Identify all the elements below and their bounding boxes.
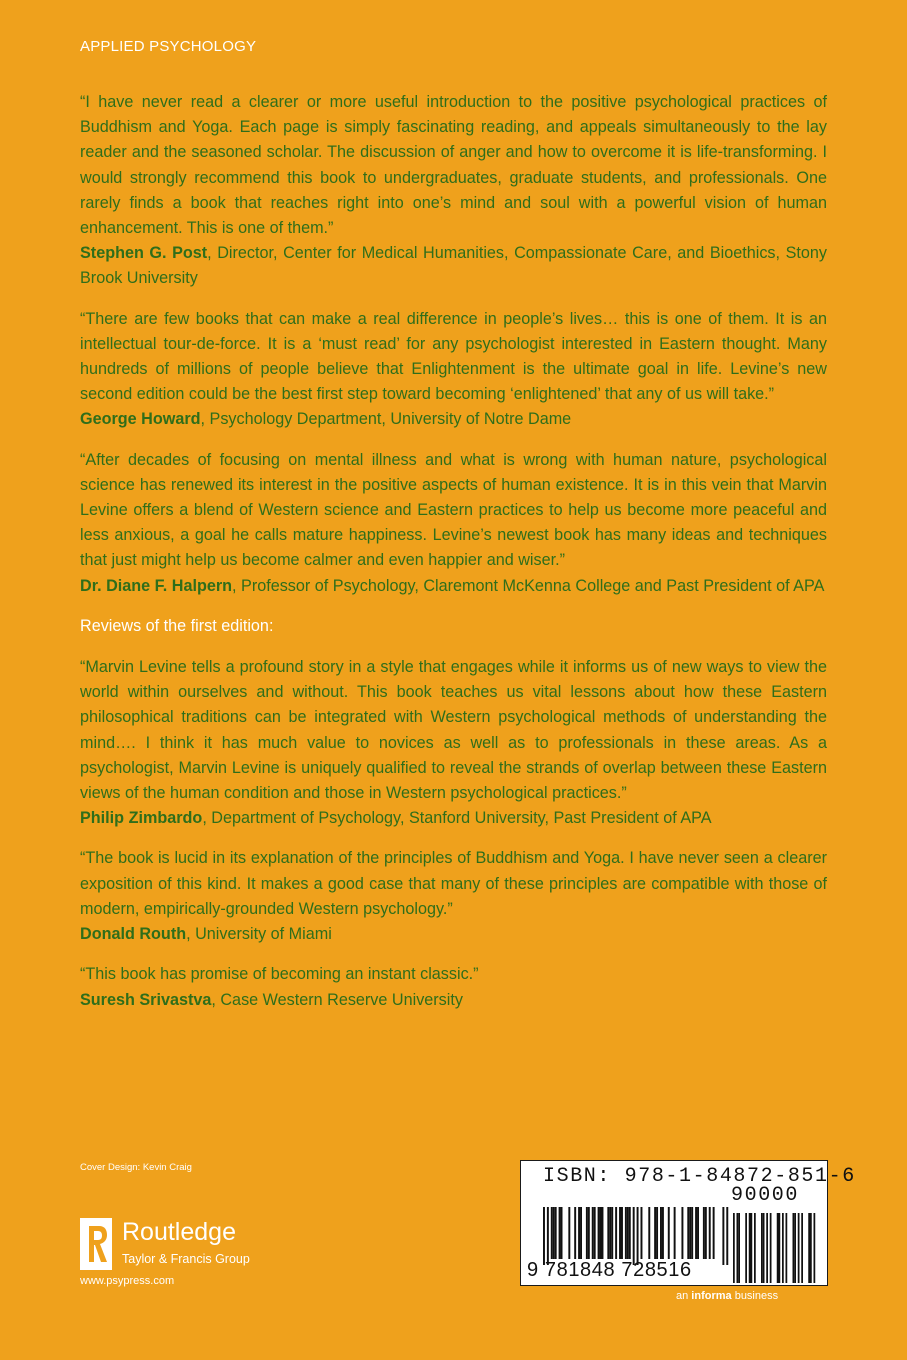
barcode-addon-bar bbox=[751, 1213, 753, 1283]
barcode-addon-bar bbox=[777, 1213, 779, 1283]
reviewer-affiliation: , Director, Center for Medical Humanities, Compassionate Care, and Bioethics, Stony Brook University bbox=[80, 244, 827, 288]
review-item bbox=[80, 307, 827, 433]
review-attribution bbox=[80, 922, 827, 947]
review-attribution bbox=[80, 241, 827, 291]
barcode-bar bbox=[551, 1207, 553, 1259]
barcode-bar bbox=[586, 1207, 588, 1259]
barcode-bar bbox=[568, 1207, 570, 1259]
isbn-barcode bbox=[520, 1160, 856, 1286]
reviewer-affiliation: , Professor of Psychology, Claremont McKenna College and Past President of APA bbox=[232, 576, 825, 595]
barcode-bar bbox=[691, 1207, 693, 1259]
barcode-bar bbox=[705, 1207, 707, 1259]
review-quote: “The book is lucid in its explanation of the principles of Buddhism and Yoga. I have never seen a clearer exposition of this kind. It makes a good case that many of these principles are compatible with those of modern, empirically-grounded Western psychology.” bbox=[80, 849, 827, 918]
barcode-bar bbox=[588, 1207, 590, 1259]
barcode-addon-bar bbox=[801, 1213, 803, 1283]
barcode-bar bbox=[641, 1207, 643, 1259]
review-attribution bbox=[80, 806, 827, 831]
routledge-r-icon bbox=[80, 1218, 112, 1270]
barcode-bar bbox=[633, 1207, 635, 1265]
first-edition-heading: Reviews of the first edition: bbox=[80, 616, 274, 635]
review-item bbox=[80, 448, 827, 599]
barcode-bar bbox=[609, 1207, 611, 1259]
barcode-bar bbox=[722, 1207, 724, 1265]
review-quote: “After decades of focusing on mental illness and what is wrong with human nature, psychological science has renewed its interest in the positive aspects of human existence. It is in this vein that Marvin Levine offers a blend of Western science and Eastern practices to help us become more peaceful and less anxious, a goal he calls mature happiness. Levine’s newest book has many ideas and techniques that just might help us become calmer and even happier and wiser.” bbox=[80, 450, 827, 570]
barcode-bar bbox=[600, 1207, 602, 1259]
informa-brand: informa bbox=[691, 1290, 732, 1302]
reviewer-affiliation: , Department of Psychology, Stanford University, Past President of APA bbox=[202, 809, 712, 828]
review-quote: “Marvin Levine tells a profound story in a style that engages while it informs us of new ways to view the world within ourselves and without. This book teaches us vital lessons about how these Eastern philosophical traditions can be integrated with Western psychological methods of understanding the mind…. I think it has much value to novices as well as to professionals in these areas. As a psychologist, Marvin Levine is uniquely qualified to reveal the strands of overlap between these Eastern views of the human condition and those in Western psychological practices.” bbox=[80, 658, 827, 803]
barcode-bar bbox=[574, 1207, 576, 1259]
publisher-website: www.psypress.com bbox=[80, 1275, 175, 1287]
barcode-bar bbox=[627, 1207, 629, 1259]
barcode-bar bbox=[543, 1207, 545, 1265]
barcode-bar bbox=[726, 1207, 728, 1265]
barcode-bar bbox=[674, 1207, 676, 1259]
barcode-bar bbox=[602, 1207, 604, 1259]
informa-footer bbox=[676, 1290, 778, 1302]
price-code: 90000 bbox=[731, 1184, 800, 1207]
barcode-addon-bar bbox=[793, 1213, 795, 1283]
review-quote: “This book has promise of becoming an instant classic.” bbox=[80, 965, 479, 984]
review-item bbox=[80, 846, 827, 947]
barcode-addon-bar bbox=[766, 1213, 768, 1283]
barcode-addon-bar bbox=[737, 1213, 739, 1283]
review-item bbox=[80, 90, 827, 292]
barcode-addon-bar bbox=[763, 1213, 765, 1283]
barcode-addon-bar bbox=[738, 1213, 740, 1283]
barcode-bar bbox=[578, 1207, 580, 1259]
barcode-addon-bar bbox=[810, 1213, 812, 1283]
review-list bbox=[80, 90, 827, 1028]
barcode-bar bbox=[689, 1207, 691, 1259]
informa-prefix: an bbox=[676, 1290, 692, 1302]
barcode-bar bbox=[607, 1207, 609, 1259]
review-attribution bbox=[80, 988, 827, 1013]
barcode-bar bbox=[660, 1207, 662, 1259]
barcode-addon-bar bbox=[786, 1213, 788, 1283]
barcode-addon-bar bbox=[782, 1213, 784, 1283]
publisher-name: Routledge bbox=[122, 1218, 236, 1246]
barcode-bar bbox=[681, 1207, 683, 1259]
barcode-bar bbox=[713, 1207, 715, 1259]
barcode-bar bbox=[697, 1207, 699, 1259]
review-item bbox=[80, 962, 827, 1012]
reviewer-name: Stephen G. Post bbox=[80, 244, 208, 263]
isbn-label: ISBN: 978-1-84872-851-6 bbox=[543, 1165, 856, 1188]
barcode-addon-bar bbox=[770, 1213, 772, 1283]
review-quote: “I have never read a clearer or more useful introduction to the positive psychological practices of Buddhism and Yoga. Each page is simply fascinating reading, and appeals simultaneously to the lay reader and the seasoned scholar. The discussion of anger and how to overcome it is life-transforming. I would strongly recommend this book to undergraduates, graduate students, and professionals. One rarely finds a book that reaches right into one’s mind and soul with a powerful vision of human enhancement. This is one of them.” bbox=[80, 93, 827, 238]
barcode-bar bbox=[648, 1207, 650, 1259]
barcode-digits: 9 781848 728516 bbox=[527, 1259, 692, 1281]
reviewer-name: Dr. Diane F. Halpern bbox=[80, 576, 233, 595]
barcode-bar bbox=[611, 1207, 613, 1259]
informa-suffix: business bbox=[731, 1290, 779, 1302]
barcode-bar bbox=[662, 1207, 664, 1259]
barcode-bar bbox=[625, 1207, 627, 1259]
barcode-bar bbox=[559, 1207, 561, 1259]
barcode-addon-bar bbox=[814, 1213, 816, 1283]
barcode-bar bbox=[637, 1207, 639, 1265]
barcode-bar bbox=[687, 1207, 689, 1259]
category-label: APPLIED PSYCHOLOGY bbox=[80, 38, 257, 55]
barcode-bar bbox=[621, 1207, 623, 1259]
barcode-bar bbox=[668, 1207, 670, 1259]
barcode-addon-bar bbox=[749, 1213, 751, 1283]
barcode-bar bbox=[695, 1207, 697, 1259]
barcode-bar bbox=[592, 1207, 594, 1259]
reviewer-name: Philip Zimbardo bbox=[80, 809, 203, 828]
barcode-bar bbox=[594, 1207, 596, 1259]
review-item bbox=[80, 655, 827, 831]
barcode-bar bbox=[555, 1207, 557, 1259]
barcode-addon-bar bbox=[798, 1213, 800, 1283]
reviewer-name: Suresh Srivastva bbox=[80, 990, 212, 1009]
barcode-bar bbox=[615, 1207, 617, 1259]
barcode-addon-bar bbox=[794, 1213, 796, 1283]
barcode-bar bbox=[656, 1207, 658, 1259]
barcode-bar bbox=[709, 1207, 711, 1259]
reviewer-name: George Howard bbox=[80, 410, 201, 429]
review-quote: “There are few books that can make a real difference in people’s lives… this is one of them. It is an intellectual tour-de-force. It is a ‘must read’ for any psychologist interested in Eastern thought. Many hundreds of millions of people believe that Enlightenment is the ultimate goal in life. Levine’s new second edition could be the best first step toward becoming ‘enlightened’ that any of us will take.” bbox=[80, 309, 827, 404]
barcode-addon-bar bbox=[745, 1213, 747, 1283]
barcode-addon-bar bbox=[733, 1213, 735, 1283]
barcode-bar bbox=[629, 1207, 631, 1259]
barcode-bar bbox=[598, 1207, 600, 1259]
barcode-addon-bar bbox=[761, 1213, 763, 1283]
reviewer-affiliation: , Case Western Reserve University bbox=[211, 990, 463, 1009]
barcode-bar bbox=[619, 1207, 621, 1259]
reviewer-name: Donald Routh bbox=[80, 925, 187, 944]
reviewer-affiliation: , University of Miami bbox=[186, 925, 332, 944]
barcode-addon-bar bbox=[808, 1213, 810, 1283]
review-attribution bbox=[80, 407, 827, 432]
barcode-bar bbox=[553, 1207, 555, 1259]
barcode-bar bbox=[561, 1207, 563, 1259]
barcode-bar bbox=[703, 1207, 705, 1259]
review-attribution bbox=[80, 574, 827, 599]
barcode-bar bbox=[547, 1207, 549, 1265]
reviewer-affiliation: , Psychology Department, University of Notre Dame bbox=[200, 410, 572, 429]
cover-design-credit: Cover Design: Kevin Craig bbox=[80, 1162, 192, 1173]
publisher-group: Taylor & Francis Group bbox=[122, 1252, 250, 1266]
barcode-addon-bar bbox=[779, 1213, 781, 1283]
barcode-bar bbox=[654, 1207, 656, 1259]
barcode-bar bbox=[580, 1207, 582, 1259]
barcode-addon-bar bbox=[754, 1213, 756, 1283]
